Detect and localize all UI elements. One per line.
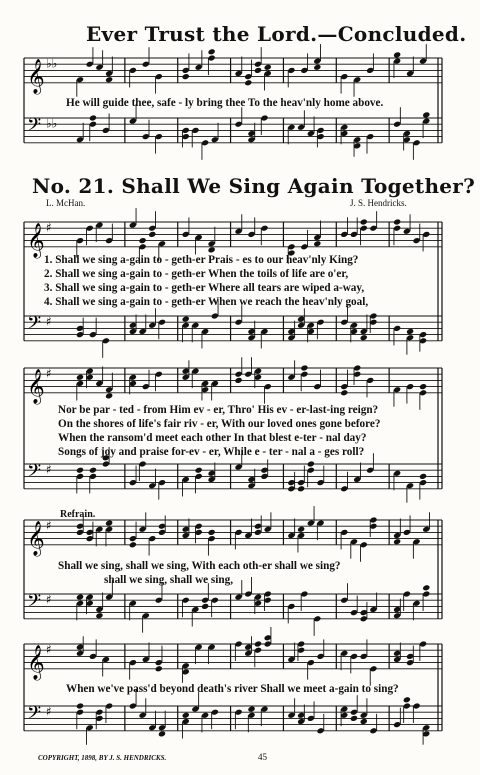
key-signature: ♯ xyxy=(46,518,52,533)
note-head xyxy=(89,467,97,474)
note-head xyxy=(76,594,84,601)
note-head xyxy=(208,529,216,536)
key-signature: ♯ xyxy=(46,592,52,607)
note-head xyxy=(422,111,430,118)
key-signature: ♯ xyxy=(46,314,52,329)
note-head xyxy=(208,246,216,253)
note-head xyxy=(195,467,203,474)
note-head xyxy=(419,383,427,390)
key-signature: ♯ xyxy=(46,704,52,719)
note-head xyxy=(182,73,190,80)
note-head xyxy=(254,67,262,74)
note-head xyxy=(340,389,348,396)
note-head xyxy=(360,218,368,225)
bass-clef: 𝄢 xyxy=(27,591,42,617)
note-head xyxy=(155,665,163,672)
refrain-line-echo: shall we sing, shall we sing, xyxy=(104,574,233,586)
composer-credit: J. S. Hendricks. xyxy=(350,198,407,208)
lyricist-credit: L. McHan. xyxy=(46,198,86,208)
note-head xyxy=(244,79,252,86)
note-head xyxy=(403,696,411,703)
note-head xyxy=(393,51,401,58)
note-head xyxy=(105,520,113,527)
note-head xyxy=(105,76,113,83)
note-head xyxy=(360,334,368,341)
note-head xyxy=(313,64,321,71)
key-signature: ♯ xyxy=(46,642,52,657)
verse-line-2-2: On the shores of life's fair riv - er, With our loved ones gone before? xyxy=(58,418,381,430)
key-signature: ♭♭ xyxy=(46,116,58,131)
note-head xyxy=(254,640,262,647)
key-signature: ♯ xyxy=(46,220,52,235)
copyright-notice: COPYRIGHT, 1898, BY J. S. HENDRICKS. xyxy=(38,754,167,762)
note-head xyxy=(158,730,166,737)
verse-line-3-2: When the ransom'd meet each other In that blest e-ter - nal day? xyxy=(58,432,367,444)
bass-clef: 𝄢 xyxy=(27,115,42,141)
note-head xyxy=(393,538,401,545)
note-head xyxy=(182,316,190,323)
treble-clef: 𝄞 xyxy=(27,644,45,680)
treble-clef: 𝄞 xyxy=(27,58,45,94)
note-head xyxy=(201,603,209,610)
note-head xyxy=(148,231,156,238)
bass-clef: 𝄢 xyxy=(27,703,42,729)
verse-line-2-1: 2. Shall we sing a-gain to - geth-er When the toils of life are o'er, xyxy=(44,268,349,280)
note-head xyxy=(297,485,305,492)
note-head xyxy=(139,237,147,244)
bass-clef: 𝄢 xyxy=(27,461,42,487)
treble-clef: 𝄞 xyxy=(27,520,45,556)
note-head xyxy=(247,706,255,713)
refrain-label: Refrain. xyxy=(60,509,96,520)
note-head xyxy=(297,526,305,533)
note-head xyxy=(422,584,430,591)
previous-hymn-title: Ever Trust the Lord.—Concluded. xyxy=(86,22,467,46)
note-head xyxy=(360,718,368,725)
note-head xyxy=(76,467,84,474)
note-head xyxy=(95,612,103,619)
page-number: 45 xyxy=(258,752,267,762)
note-head xyxy=(76,702,84,709)
note-head xyxy=(406,328,414,335)
key-signature: ♯ xyxy=(46,366,52,381)
refrain-line-main: Shall we sing, shall we sing, With each oth-er shall we sing? xyxy=(58,560,341,572)
hymn-title: No. 21. Shall We Sing Again Together? xyxy=(32,174,476,198)
verse-line-1-2: Nor be par - ted - from Him ev - er, Thro' His ev - er-last-ing reign? xyxy=(58,404,379,416)
note-head xyxy=(208,48,216,55)
note-head xyxy=(264,64,272,71)
verse-line-4-1: 4. Shall we sing a-gain to - geth-er When we reach the heav'nly goal, xyxy=(44,296,369,308)
note-head xyxy=(182,712,190,719)
note-head xyxy=(89,114,97,121)
note-head xyxy=(393,218,401,225)
verse-line-4-2: Songs of joy and praise for-ev - er, While e - ter - nal a - ges roll? xyxy=(58,446,365,458)
note-head xyxy=(350,715,358,722)
final-lyric-line: When we've pass'd beyond death's river Shall we meet a-gain to sing? xyxy=(66,683,399,695)
treble-clef: 𝄞 xyxy=(27,368,45,404)
previous-hymn-lyric: He will guide thee, safe - ly bring thee To the heav'nly home above. xyxy=(66,97,384,109)
verse-line-3-1: 3. Shall we sing a-gain to - geth-er Where all tears are wiped a-way, xyxy=(44,282,365,294)
note-head xyxy=(419,473,427,480)
note-head xyxy=(307,460,315,467)
note-head xyxy=(300,364,308,371)
bass-clef: 𝄢 xyxy=(27,313,42,339)
key-signature: ♭♭ xyxy=(46,56,58,71)
note-head xyxy=(313,240,321,247)
note-head xyxy=(76,374,84,381)
key-signature: ♯ xyxy=(46,462,52,477)
treble-clef: 𝄞 xyxy=(27,222,45,258)
verse-line-1-1: 1. Shall we sing a-gain to - geth-er Prais - es to our heav'nly King? xyxy=(44,254,359,266)
note-head xyxy=(129,541,137,548)
note-head xyxy=(235,377,243,384)
note-head xyxy=(105,392,113,399)
